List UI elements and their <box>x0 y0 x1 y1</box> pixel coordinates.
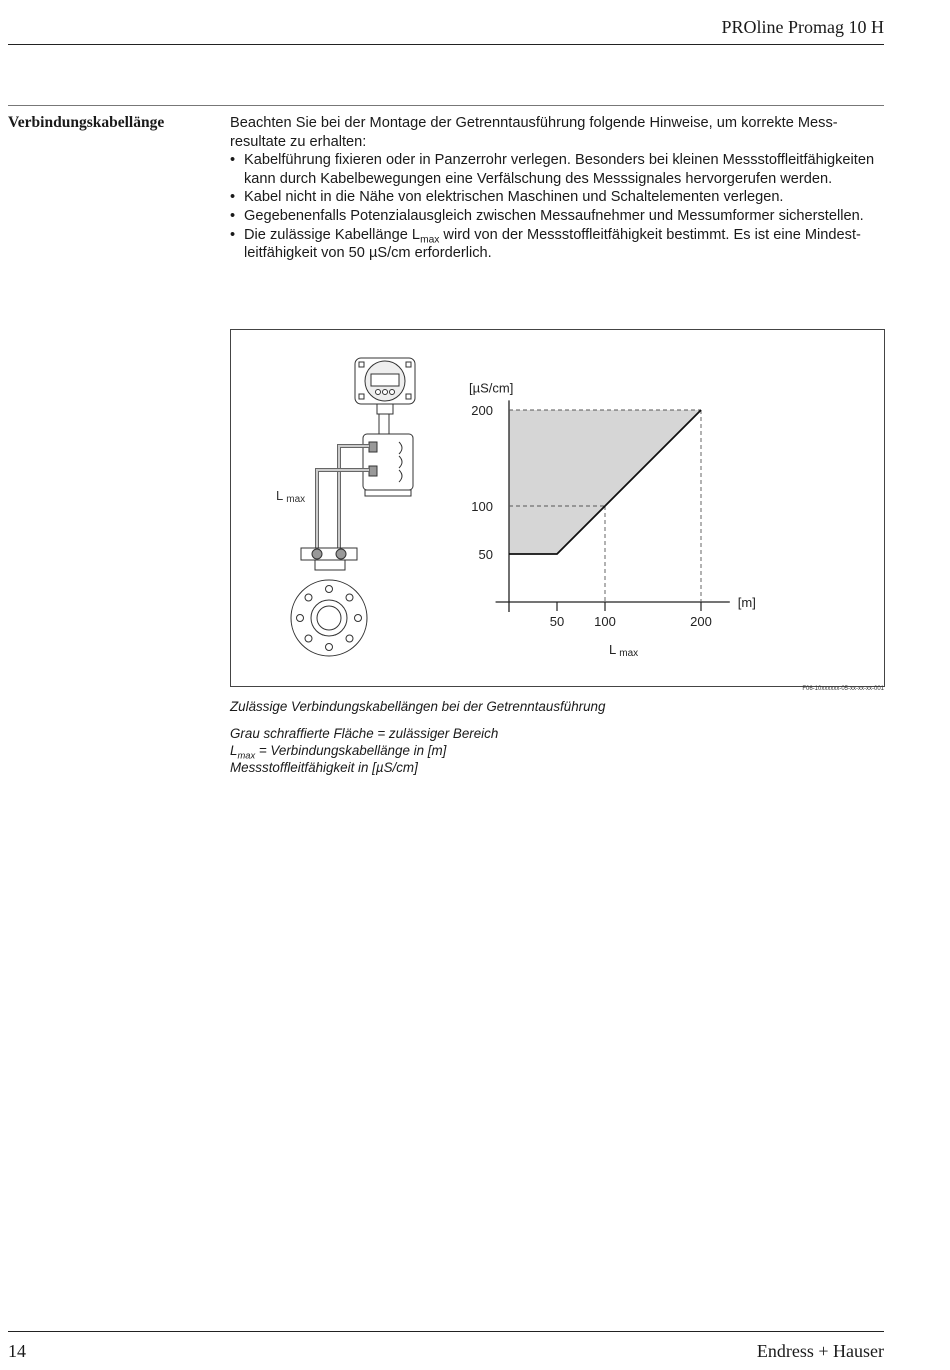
sensor-gland <box>336 549 346 559</box>
legend-line-2: $L_{max}$ = Verbindungskabellänge in [m] <box>230 743 447 761</box>
footer-rule <box>8 1331 884 1332</box>
legend-line-3: Messstoffleitfähigkeit in [µS/cm] <box>230 760 418 775</box>
flange-hole <box>326 644 333 651</box>
x-tick-label: 100 <box>594 614 616 629</box>
cable <box>317 470 369 554</box>
list-item: • Kabel nicht in die Nähe von elektrischen Maschinen und Schaltelementen verlegen. <box>230 188 886 207</box>
intro-paragraph: Beachten Sie bei der Montage der Getrenntausführung folgende Hinweise, um korrekte Messresultate zu erhalten: <box>230 115 838 150</box>
x-unit-label: [m] <box>737 595 756 610</box>
header-title: PROline Promag 10 H <box>721 17 884 37</box>
transmitter-key <box>376 390 381 395</box>
y-tick-label: 200 <box>471 403 493 418</box>
transmitter-key <box>383 390 388 395</box>
housing-screw <box>359 394 364 399</box>
device-label: L max <box>276 488 306 505</box>
flange-hole <box>346 594 353 601</box>
x-tick-label: 200 <box>690 614 712 629</box>
header-rule <box>8 44 884 45</box>
transmitter-display <box>371 374 399 386</box>
bullet4-after: wird von der Messstoffleitfähigkeit bestimmt. Es ist eine Mindestleitfähigkeit von 50 µS/cm erforderlich. <box>244 226 861 262</box>
chart-shaded-area <box>509 410 701 554</box>
housing-screw <box>359 362 364 367</box>
list-item <box>230 226 886 263</box>
page-number: 14 <box>8 1341 26 1361</box>
instruction-list <box>230 151 886 263</box>
list-item: • Kabelführung fixieren oder in Panzerrohr verlegen. Besonders bei kleinen Messstoffleitfähigkeiten kann durch Kabelbewegungen eine Verfälschung des Messsignales hervorgerufen werden. <box>230 151 886 188</box>
section-heading: Verbindungskabellänge <box>8 114 165 131</box>
flange-hole <box>297 615 304 622</box>
list-item: • Gegebenenfalls Potenzialausgleich zwischen Messaufnehmer und Messumformer sicherstellen. <box>230 207 886 226</box>
housing-screw <box>406 362 411 367</box>
flange-hole <box>355 615 362 622</box>
transmitter-key <box>390 390 395 395</box>
figure-svg <box>231 330 884 686</box>
flange-hole <box>346 635 353 642</box>
sensor-neck <box>315 560 345 570</box>
figure-legend <box>230 725 498 776</box>
body-text <box>230 114 886 263</box>
sensor-gland <box>312 549 322 559</box>
cable-gland <box>369 466 377 476</box>
figure-caption <box>230 698 605 715</box>
cable-gland <box>369 442 377 452</box>
y-tick-label: 50 <box>478 547 493 562</box>
figure-code: F06-10xxxxxx-05-xx-xx-xx-001 <box>802 686 884 692</box>
bullet4-sub: max <box>420 234 440 246</box>
housing-neck <box>377 404 393 414</box>
bullet4-before: Die zulässige Kabellänge L <box>244 226 421 243</box>
sensor-terminal-box <box>301 548 357 560</box>
flange-hole <box>326 586 333 593</box>
device-illustration <box>291 358 415 656</box>
sensor-bore-inner <box>317 606 341 630</box>
footer-brand: Endress + Hauser <box>756 1341 884 1361</box>
legend-line-1: Grau schraffierte Fläche = zulässiger Bereich <box>230 726 499 741</box>
x-axis-label: L max <box>609 642 639 659</box>
x-tick-label: 50 <box>549 614 565 629</box>
flange-hole <box>305 635 312 642</box>
cable-inner <box>317 470 369 554</box>
bracket-foot <box>365 490 411 496</box>
housing-screw <box>406 394 411 399</box>
chart <box>469 380 756 659</box>
y-unit-label: [µS/cm] <box>469 380 514 396</box>
section-rule <box>8 105 884 106</box>
figure-box <box>230 329 885 687</box>
flange-hole <box>305 594 312 601</box>
caption-title: Zulässige Verbindungskabellängen bei der Getrenntausführung <box>230 699 606 714</box>
y-tick-label: 100 <box>471 499 493 514</box>
